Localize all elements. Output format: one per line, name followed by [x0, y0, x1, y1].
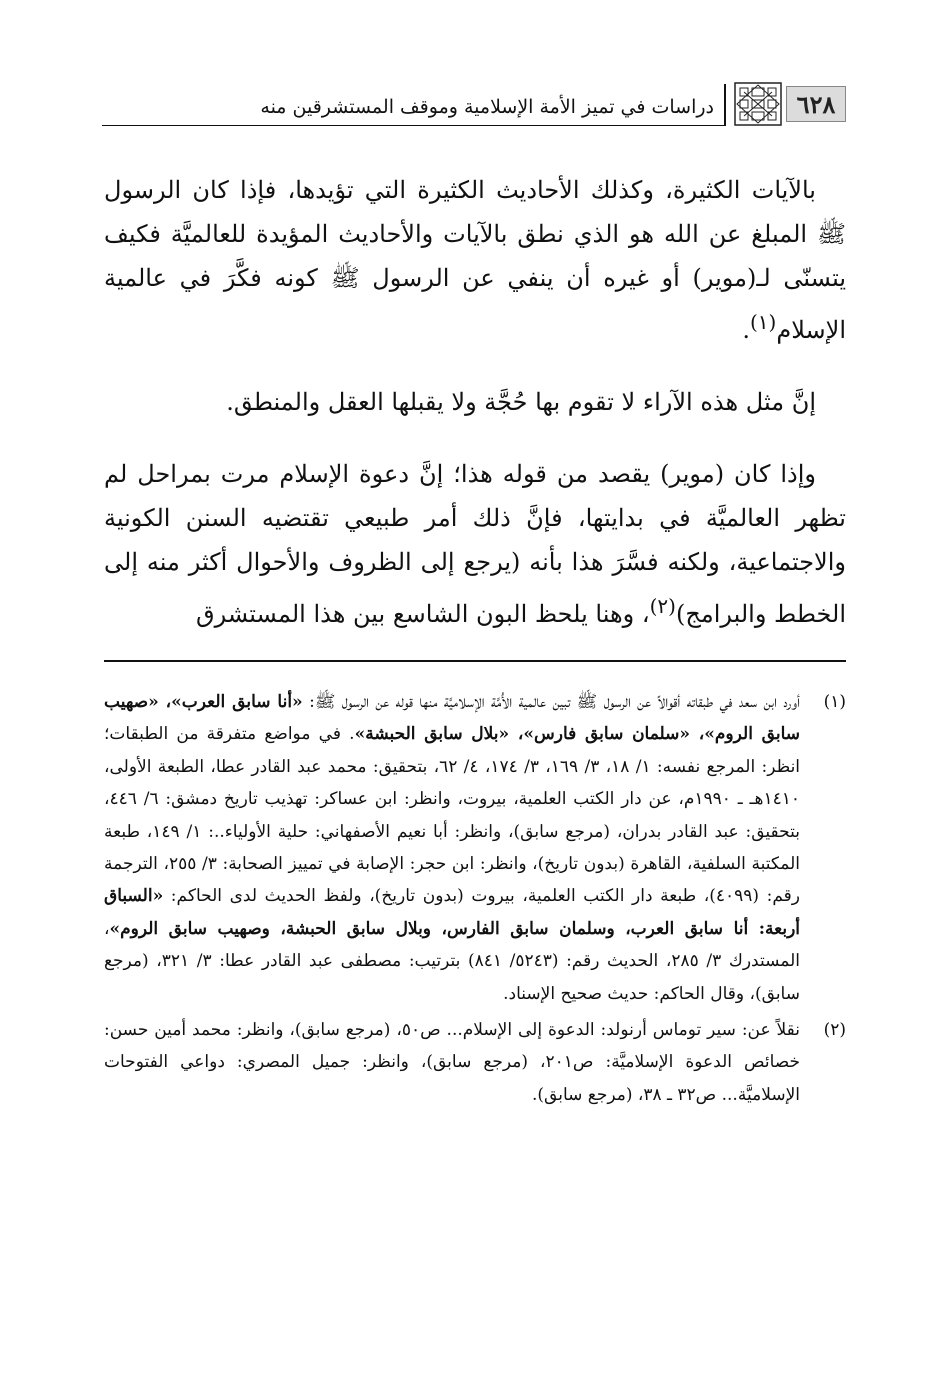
paragraph-1-end: . — [742, 316, 750, 344]
paragraph-3-line-1: وإذا كان (موير) يقصد من قوله هذا؛ إنَّ دعوة الإسلام مرت بمراحل — [137, 460, 816, 488]
header-rule — [102, 125, 726, 126]
footnote-1 — [104, 686, 846, 1010]
paragraph-1-line-4: الإسلام — [776, 316, 846, 344]
footnote-text — [104, 686, 800, 1010]
footnote-1-quote-2: «السباق أربعة: أنا سابق العرب، وسلمان سابق الفارس، وبلال سابق الحبشة، وصهيب سابق الروم» — [104, 886, 800, 939]
footnote-number: (١) — [823, 692, 846, 712]
footnotes — [104, 686, 846, 1115]
paragraph-1-line-1: بالآيات الكثيرة، وكذلك الأحاديث الكثيرة التي تؤيدها، فإذا كان الرسول — [104, 176, 816, 204]
running-title: دراسات في تميز الأمة الإسلامية وموقف المستشرقين منه — [260, 96, 714, 118]
paragraph-1 — [104, 168, 846, 352]
footnote-1-quote-1: «أنا سابق العرب»، «صهيب سابق الروم»، «سلمان سابق فارس»، «بلال سابق الحبشة» — [104, 692, 800, 745]
header-divider — [724, 84, 726, 126]
footnote-ref-2: (٢) — [649, 594, 676, 618]
footnote-2 — [104, 1014, 846, 1111]
paragraph-2: إنَّ مثل هذه الآراء لا تقوم بها حُجَّة ولا يقبلها العقل والمنطق. — [226, 388, 816, 416]
page-header — [102, 82, 846, 128]
paragraph-1-line-2: ﷺ المبلغ عن الله هو الذي نطق بالآيات والأحاديث المؤيدة للعالميَّة — [170, 220, 847, 248]
paragraph-1-line-3: فكيف يتسنّى لـ(موير) أو غيره أن ينفي عن الرسول ﷺ كونه فكَّرَ في عالمية — [104, 220, 846, 292]
ornament-icon — [734, 82, 782, 126]
footnote-1-part-3: ، المستدرك ٣/ ٢٨٥، الحديث رقم: (٥٢٤٣/ ٨٤١) بترتيب: مصطفى عبد القادر عطا: ٣/ ٣٢١، (مرجع سابق)، وقال الحاكم: حديث صحيح الإسناد. — [104, 918, 800, 1004]
footnote-1-part-2: . في مواضع متفرقة من الطبقات؛ انظر: المرجع نفسه: ١/ ١٨، ٣/ ١٦٩، ٣/ ١٧٤، ٤/ ٦٢، بتحقيق: محمد عبد القادر عطا، الطبعة الأولى، ١٤١٠هـ ـ ١٩٩٠م، عن دار الكتب العلمية، بيروت، وانظر: ابن عساكر: تهذيب تاريخ دمشق: ٦/ ٤٤٦، بتحقيق: عبد القادر بدران، (مرجع سابق)، وانظر: أبا نعيم الأصفهاني: حلية الأولياء..: ١/ ١٤٩، طبعة المكتبة السلفية، القاهرة (بدون تاريخ)، وانظر: ابن حجر: الإصابة في تمييز الصحابة: ٣/ ٢٥٥، الترجمة رقم: (٤٠٩٩)، طبعة دار الكتب العلمية، بيروت (بدون تاريخ)، ولفظ الحديث لدى الحاكم: — [104, 724, 801, 907]
footnote-1-part-1: أورد ابن سعد في طبقاته أقوالاً عن الرسول ﷺ تبين عالمية الأُمَّة الإسلاميَّة منها قوله عن الرسول ﷺ: — [302, 692, 800, 712]
footnote-text: نقلاً عن: سير توماس أرنولد: الدعوة إلى الإسلام... ص٥٠، (مرجع سابق)، وانظر: محمد أمين حسن: خصائص الدعوة الإسلاميَّة: ص٢٠١، (مرجع سابق)، وانظر: جميل المصري: دواعي الفتوحات الإسلاميَّة... ص٣٢ ـ ٣٨، (مرجع سابق). — [104, 1020, 801, 1105]
paragraph-3 — [104, 452, 846, 636]
footnote-number: (٢) — [823, 1020, 846, 1041]
main-text — [104, 168, 846, 636]
paragraph-3-line-5: ، وهنا يلحظ البون الشاسع بين هذا المستشرق — [196, 600, 650, 628]
paragraph-3-line-4: إلى الخطط والبرامج) — [104, 548, 846, 628]
paragraph-3-line-3: والاجتماعية، ولكنه فسَّرَ هذا بأنه (يرجع إلى الظروف والأحوال أكثر منه — [146, 548, 846, 576]
page-number: ٦٢٨ — [786, 86, 846, 122]
paragraph-3-line-2: لم تظهر العالميَّة في بدايتها، فإنَّ ذلك أمر طبيعي تقتضيه السنن الكونية — [104, 460, 846, 532]
footnote-ref-1: (١) — [749, 310, 777, 334]
footnote-divider — [104, 660, 846, 662]
